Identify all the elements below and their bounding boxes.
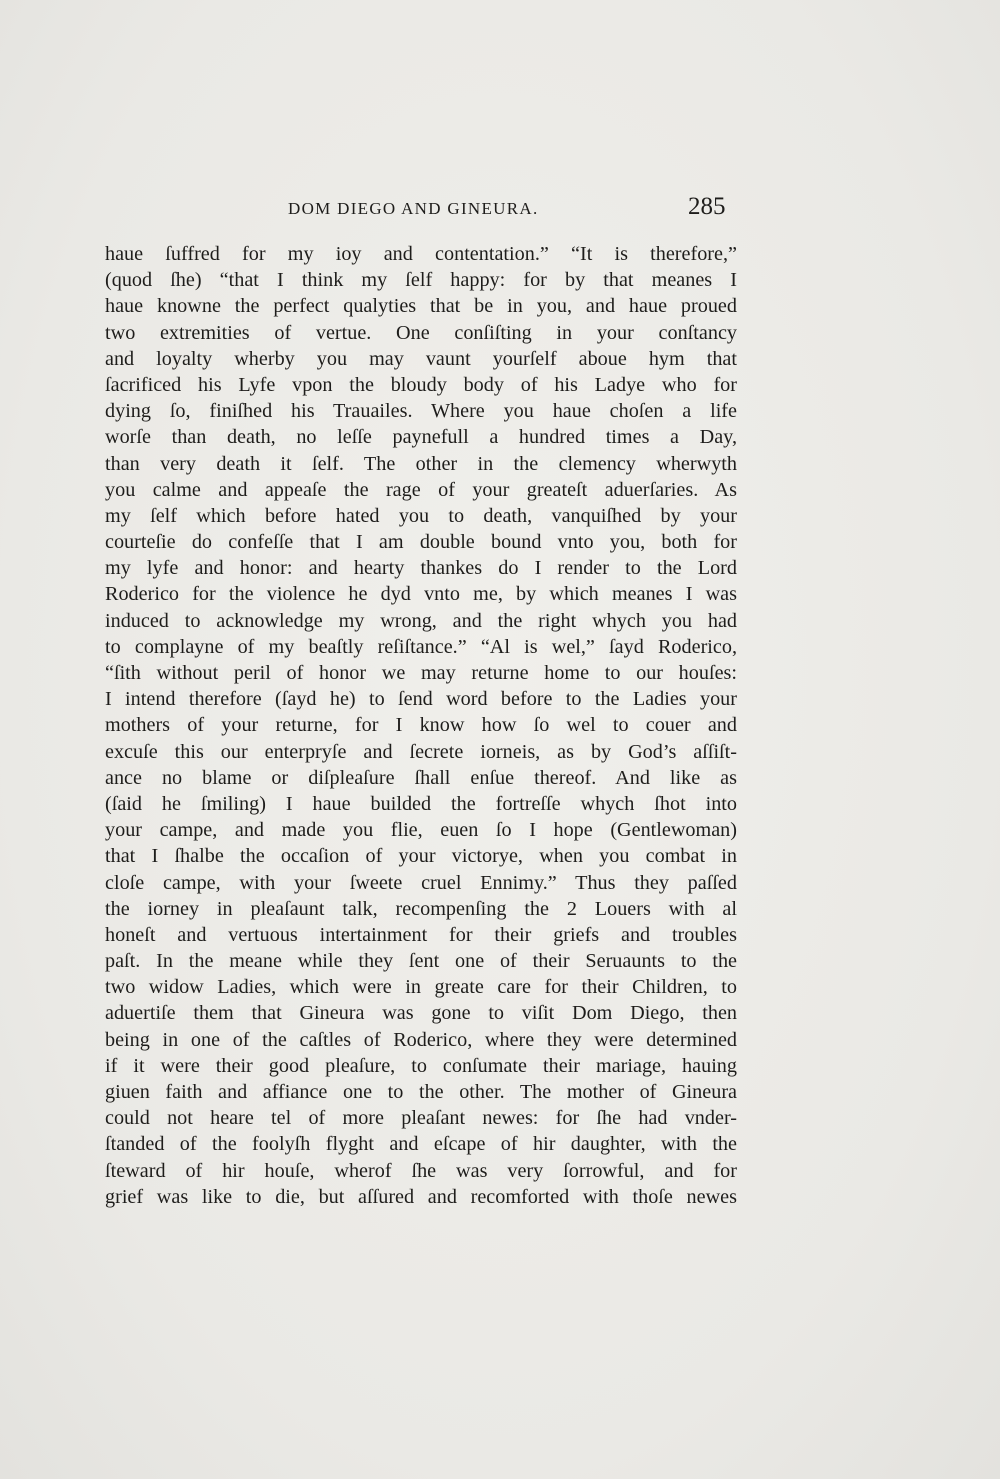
text-line: ſtanded of the foolyſh flyght and eſcape of hir daughter, with the — [105, 1133, 737, 1156]
running-head-title: DOM DIEGO AND GINEURA. — [288, 199, 539, 218]
text-line: two widow Ladies, which were in greate care for their Children, to — [105, 976, 737, 999]
text-line: ſteward of hir houſe, wherof ſhe was very ſorrowful, and for — [105, 1159, 737, 1182]
text-line: haue ſuffred for my ioy and contentation.” “It is therefore,” — [105, 243, 737, 265]
text-line: the iorney in pleaſaunt talk, recompenſing the 2 Louers with al — [105, 897, 737, 920]
text-line: ſacrificed his Lyfe vpon the bloudy body of his Ladye who for — [105, 373, 737, 396]
text-line: being in one of the caſtles of Roderico, where they were determined — [105, 1028, 737, 1051]
text-line: courteſie do confeſſe that I am double bound vnto you, both for — [105, 531, 737, 554]
text-line: than very death it ſelf. The other in the clemency wherwyth — [105, 452, 737, 475]
text-line: (quod ſhe) “that I think my ſelf happy: for by that meanes I — [105, 269, 737, 292]
text-line: you calme and appeaſe the rage of your greateſt aduerſaries. As — [105, 478, 737, 501]
text-line: my lyfe and honor: and hearty thankes do I render to the Lord — [105, 557, 737, 580]
text-line: “ſith without peril of honor we may returne home to our houſes: — [105, 662, 737, 684]
text-line: dying ſo, finiſhed his Trauailes. Where you haue choſen a life — [105, 400, 737, 423]
text-line: ance no blame or diſpleaſure ſhall enſue thereof. And like as — [105, 766, 737, 789]
text-line: cloſe campe, with your ſweete cruel Ennimy.” Thus they paſſed — [105, 871, 737, 894]
text-line: if it were their good pleaſure, to conſumate their mariage, hauing — [105, 1054, 737, 1077]
text-line: my ſelf which before hated you to death, vanquiſhed by your — [105, 504, 737, 527]
text-line: your campe, and made you flie, euen ſo I hope (Gentlewoman) — [105, 819, 737, 842]
text-line: induced to acknowledge my wrong, and the right whych you had — [105, 609, 737, 632]
text-line: Roderico for the violence he dyd vnto me, by which meanes I was — [105, 583, 737, 606]
text-line: honeſt and vertuous intertainment for their griefs and troubles — [105, 923, 737, 946]
body-text — [105, 241, 737, 1210]
text-line: I intend therefore (ſayd he) to ſend word before to the Ladies your — [105, 688, 737, 711]
text-line: could not heare tel of more pleaſant newes: for ſhe had vnder- — [105, 1107, 737, 1130]
text-line: that I ſhalbe the occaſion of your victorye, when you combat in — [105, 845, 737, 868]
text-line: paſt. In the meane while they ſent one of their Seruaunts to the — [105, 950, 737, 973]
text-line: two extremities of vertue. One conſiſting in your conſtancy — [105, 321, 737, 344]
running-head — [0, 193, 1000, 226]
text-line: aduertiſe them that Gineura was gone to viſit Dom Diego, then — [105, 1002, 737, 1025]
text-line: worſe than death, no leſſe paynefull a hundred times a Day, — [105, 426, 737, 449]
page-number: 285 — [688, 193, 726, 220]
text-line: (ſaid he ſmiling) I haue builded the fortreſſe whych ſhot into — [105, 792, 737, 815]
text-line: giuen faith and affiance one to the other. The mother of Gineura — [105, 1081, 737, 1103]
text-line: excuſe this our enterpryſe and ſecrete iorneis, as by God’s aſſiſt- — [105, 740, 737, 763]
text-line: mothers of your returne, for I know how ſo wel to couer and — [105, 714, 737, 737]
text-line: to complayne of my beaſtly reſiſtance.” “Al is wel,” ſayd Roderico, — [105, 635, 737, 658]
text-line: haue knowne the perfect qualyties that be in you, and haue proued — [105, 295, 737, 318]
text-line: grief was like to die, but aſſured and recomforted with thoſe newes — [105, 1185, 737, 1208]
text-line: and loyalty wherby you may vaunt yourſelf aboue hym that — [105, 347, 737, 370]
